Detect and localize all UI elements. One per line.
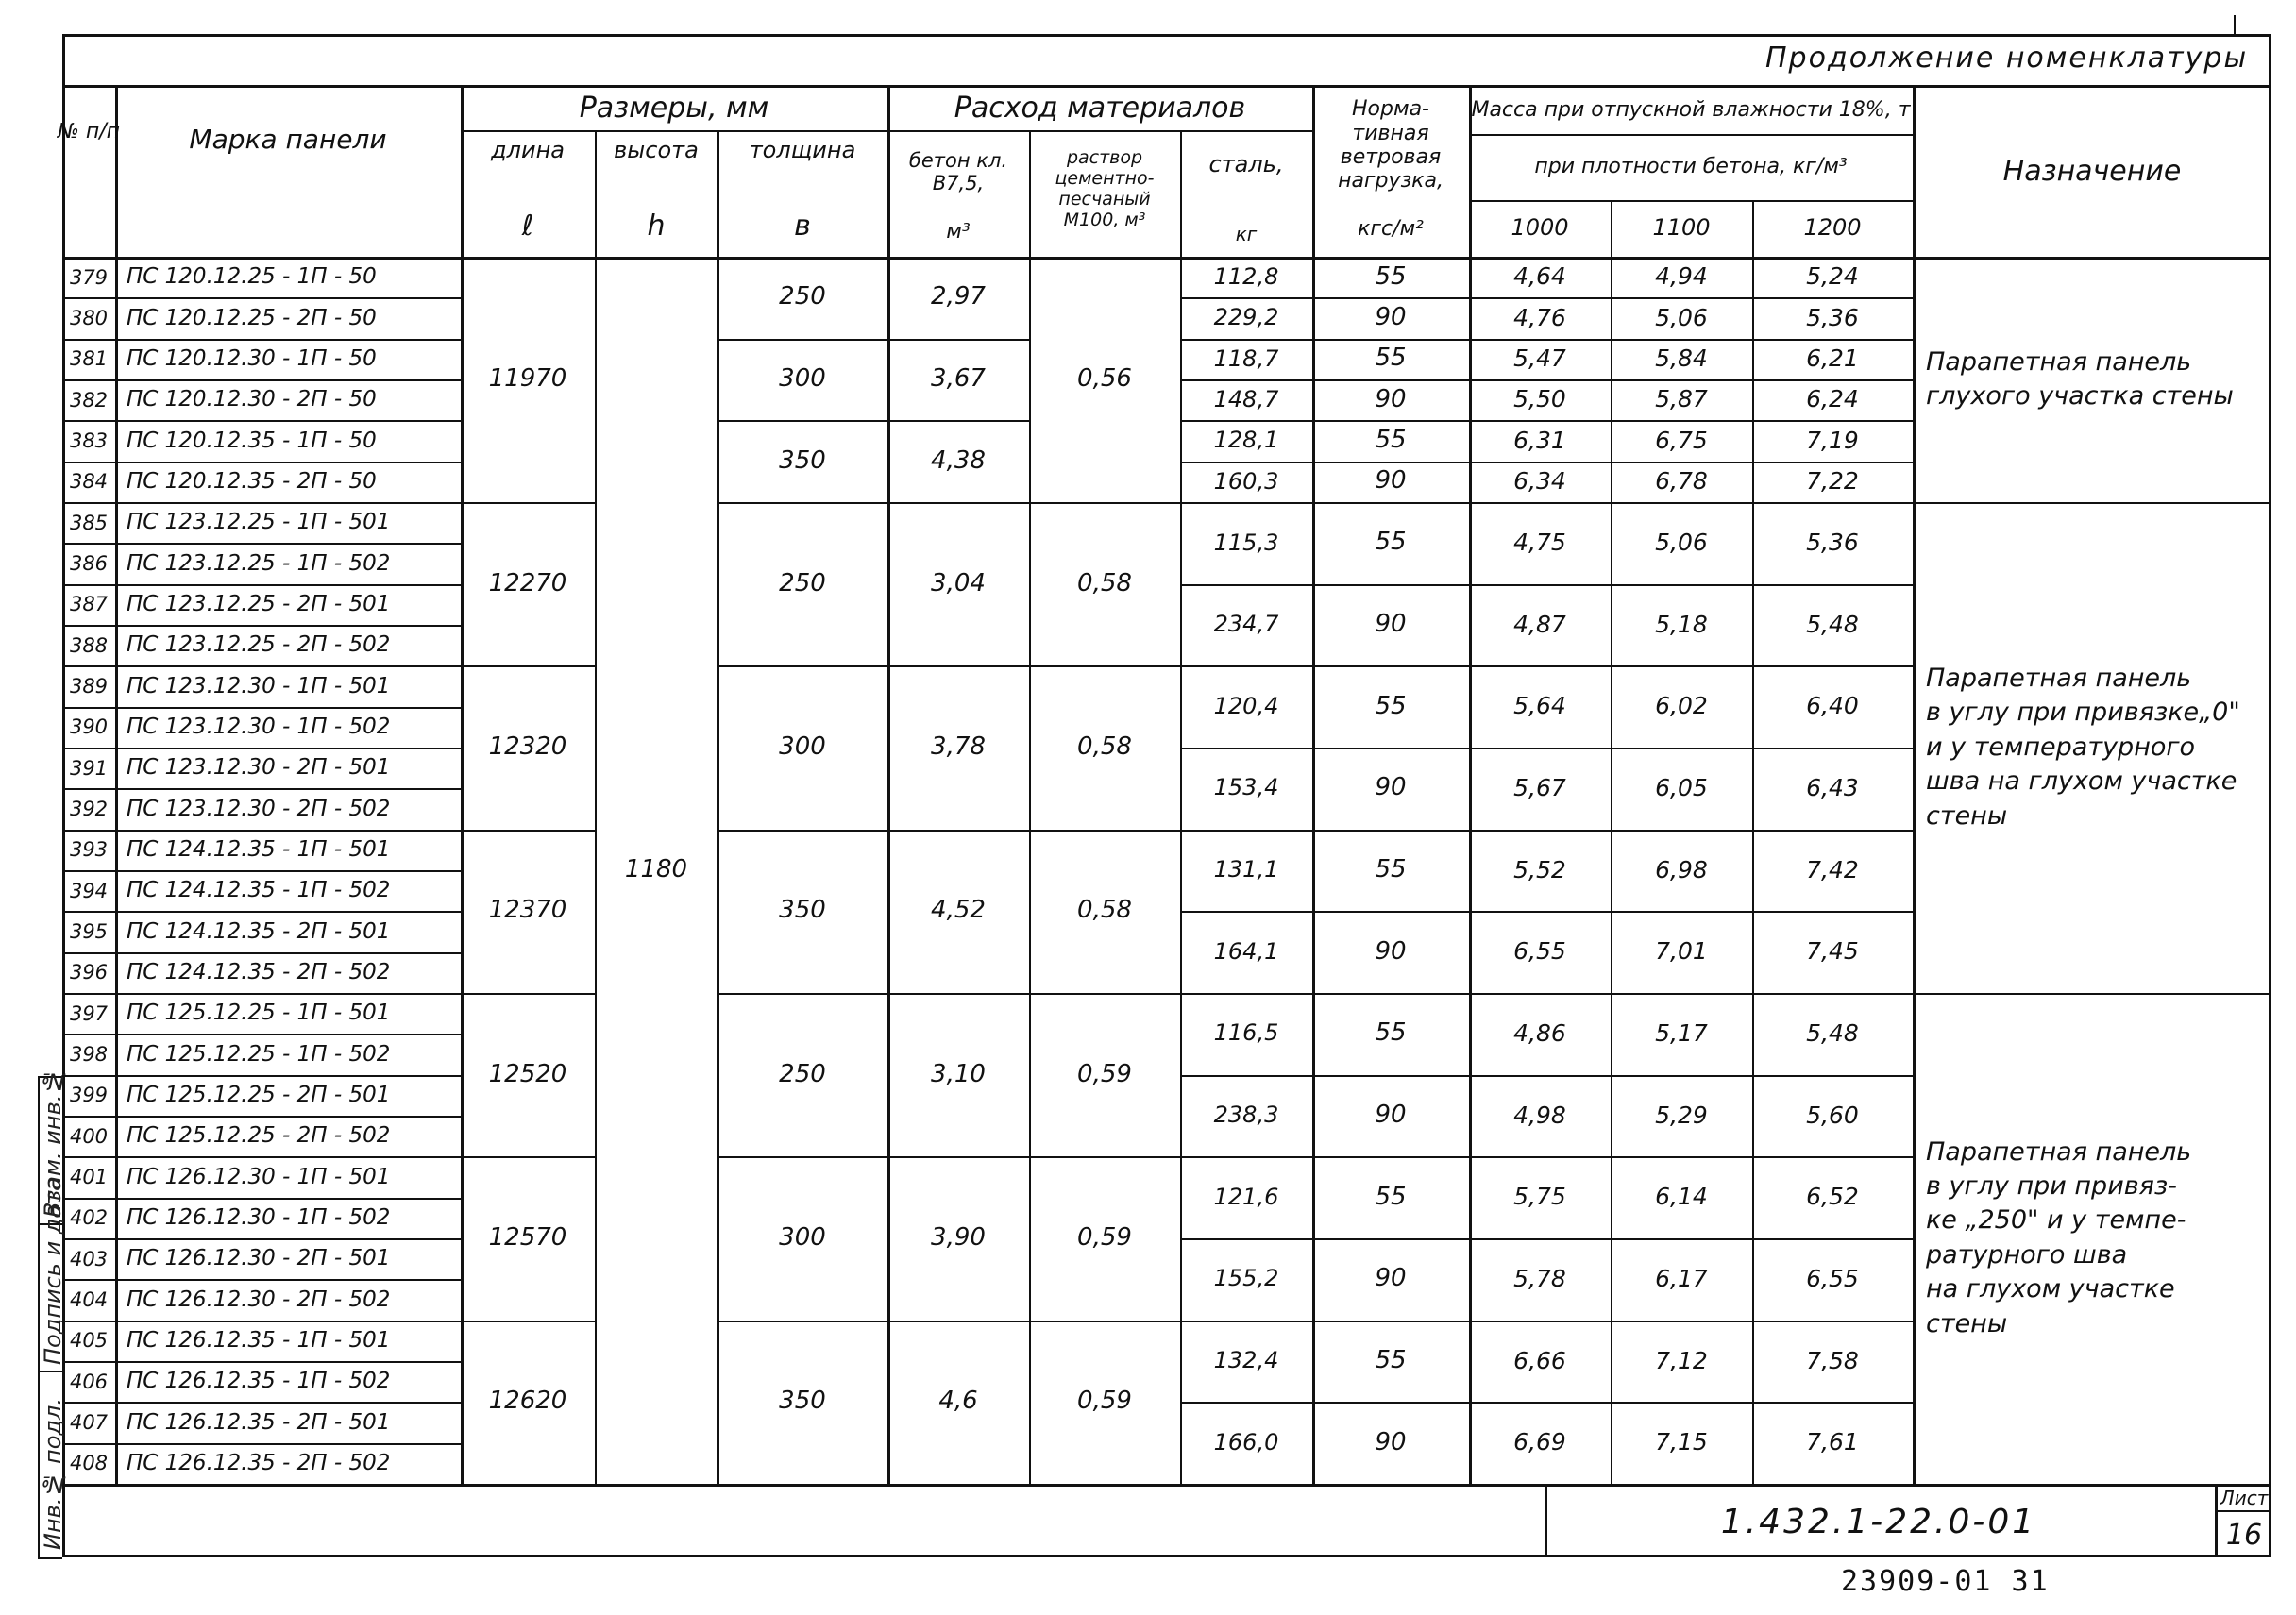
mass-1000: 5,75: [1513, 1183, 1566, 1211]
row-number: 395: [69, 919, 109, 943]
concrete-volume: 3,10: [931, 1059, 986, 1088]
row-number: 401: [69, 1165, 109, 1188]
wind-load: 55: [1375, 1018, 1407, 1048]
header-concrete-unit: м³: [946, 220, 971, 244]
row-number: 396: [69, 961, 109, 984]
panel-thickness: 350: [779, 896, 826, 925]
panel-mark: ПС 120.12.25 - 2П - 50: [127, 305, 377, 330]
panel-purpose-line: шва на глухом участке: [1926, 766, 2237, 797]
mass-1100: 7,12: [1655, 1346, 1708, 1374]
mass-1000: 6,31: [1513, 426, 1566, 454]
panel-mark: ПС 126.12.30 - 2П - 501: [127, 1246, 391, 1271]
mass-1000: 6,55: [1513, 937, 1566, 966]
panel-mark: ПС 125.12.25 - 2П - 501: [127, 1083, 391, 1108]
panel-mark: ПС 124.12.35 - 2П - 501: [127, 918, 391, 944]
mass-1200: 6,21: [1806, 344, 1859, 372]
steel-mass: 120,4: [1213, 692, 1279, 719]
continuation-title: Продолжение номенклатуры: [1765, 42, 2249, 75]
panel-mark: ПС 123.12.30 - 1П - 501: [127, 673, 391, 698]
wind-load: 55: [1375, 1182, 1407, 1211]
mass-1200: 7,61: [1806, 1428, 1859, 1456]
mass-1100: 5,18: [1655, 610, 1708, 638]
row-number: 398: [69, 1042, 109, 1066]
stamp-replaced-inv: Взам. инв.№: [40, 1068, 66, 1218]
mass-1100: 6,14: [1655, 1183, 1708, 1211]
panel-purpose-line: в углу при привяз-: [1926, 1171, 2177, 1202]
mass-1200: 6,24: [1806, 385, 1859, 413]
panel-purpose: [1913, 993, 2271, 1484]
header-mortar: раствор цементно-песчаный М100, м³: [1055, 147, 1155, 230]
panel-mark: ПС 124.12.35 - 1П - 501: [127, 837, 391, 863]
panel-thickness: 250: [779, 568, 826, 597]
mass-1100: 6,17: [1655, 1264, 1708, 1292]
panel-mark: ПС 120.12.25 - 1П - 50: [127, 264, 377, 290]
panel-mark: ПС 123.12.30 - 2П - 502: [127, 796, 391, 821]
header-num: № п/п: [57, 120, 121, 144]
mortar-volume: 0,59: [1077, 1387, 1132, 1416]
mass-1000: 5,67: [1513, 773, 1566, 801]
panel-thickness: 250: [779, 1059, 826, 1088]
panel-purpose-line: Парапетная панель: [1926, 663, 2192, 693]
wind-load: 55: [1375, 426, 1407, 455]
mass-1200: 5,48: [1806, 1018, 1859, 1047]
row-number: 391: [69, 756, 109, 780]
wind-load: 90: [1375, 1264, 1407, 1293]
panel-thickness: 300: [779, 364, 826, 394]
panel-mark: ПС 125.12.25 - 1П - 501: [127, 1001, 391, 1026]
row-number: 399: [69, 1084, 109, 1107]
steel-mass: 155,2: [1213, 1265, 1279, 1292]
wind-load: 55: [1375, 261, 1407, 291]
steel-mass: 132,4: [1213, 1347, 1279, 1374]
mass-1200: 6,43: [1806, 773, 1859, 801]
concrete-volume: 3,78: [931, 732, 986, 761]
panel-mark: ПС 120.12.30 - 2П - 50: [127, 387, 377, 412]
header-thickness: толщина: [749, 137, 856, 164]
panel-thickness: 300: [779, 732, 826, 761]
mass-1000: 4,75: [1513, 528, 1566, 556]
mass-1100: 6,02: [1655, 692, 1708, 720]
wind-load: 55: [1375, 344, 1407, 373]
wind-load: 90: [1375, 610, 1407, 638]
header-density: при плотности бетона, кг/м³: [1534, 155, 1848, 179]
panel-mark: ПС 123.12.25 - 1П - 501: [127, 510, 391, 535]
concrete-volume: 4,52: [931, 896, 986, 925]
mass-1200: 7,42: [1806, 855, 1859, 883]
header-sizes: Размеры, мм: [579, 91, 769, 125]
row-number: 394: [69, 879, 109, 902]
steel-mass: 115,3: [1213, 529, 1279, 556]
header-density-1100: 1100: [1652, 214, 1711, 242]
corner-tick: [2234, 15, 2236, 34]
wind-load: 90: [1375, 466, 1407, 496]
mass-1100: 5,87: [1655, 385, 1708, 413]
panel-length: 12520: [488, 1059, 567, 1088]
wind-load: 90: [1375, 1100, 1407, 1129]
row-number: 381: [69, 347, 109, 371]
mass-1100: 7,01: [1655, 937, 1708, 966]
mass-1100: 4,94: [1655, 262, 1708, 291]
mass-1200: 5,36: [1806, 528, 1859, 556]
mortar-volume: 0,58: [1077, 732, 1132, 761]
mass-1000: 4,86: [1513, 1018, 1566, 1047]
row-number: 392: [69, 797, 109, 820]
panel-mark: ПС 126.12.35 - 1П - 502: [127, 1369, 391, 1394]
row-number: 384: [69, 470, 109, 494]
steel-mass: 128,1: [1213, 427, 1279, 454]
row-number: 405: [69, 1329, 109, 1353]
row-number: 397: [69, 1001, 109, 1025]
header-length-symbol: ℓ: [521, 209, 534, 243]
mass-1100: 6,78: [1655, 466, 1708, 495]
steel-mass: 112,8: [1213, 262, 1279, 290]
header-steel-unit: кг: [1235, 222, 1258, 245]
panel-mark: ПС 123.12.25 - 2П - 502: [127, 632, 391, 658]
panel-height: 1180: [624, 855, 688, 883]
document-code: 1.432.1-22.0-01: [1720, 1502, 2037, 1541]
panel-length: 12620: [488, 1387, 567, 1416]
steel-mass: 164,1: [1213, 937, 1279, 965]
panel-mark: ПС 120.12.35 - 2П - 50: [127, 469, 377, 495]
mass-1100: 5,29: [1655, 1101, 1708, 1129]
panel-purpose-line: ке „250" и у темпе-: [1926, 1205, 2186, 1236]
wind-load: 55: [1375, 528, 1407, 557]
row-number: 407: [69, 1410, 109, 1434]
mass-1200: 7,45: [1806, 937, 1859, 966]
panel-mark: ПС 126.12.35 - 2П - 502: [127, 1451, 391, 1475]
steel-mass: 160,3: [1213, 467, 1279, 495]
concrete-volume: 3,67: [931, 364, 986, 394]
wind-load: 55: [1375, 854, 1407, 883]
mass-1000: 5,50: [1513, 385, 1566, 413]
header-wind: Норма-тивная ветровая нагрузка,: [1338, 97, 1443, 193]
panel-purpose-line: и у температурного: [1926, 732, 2196, 762]
panel-length: 12570: [488, 1222, 567, 1252]
panel-mark: ПС 126.12.30 - 2П - 502: [127, 1287, 391, 1312]
mass-1200: 7,19: [1806, 426, 1859, 454]
mortar-volume: 0,59: [1077, 1222, 1132, 1252]
panel-purpose-line: на глухом участке: [1926, 1274, 2175, 1304]
mortar-volume: 0,56: [1077, 364, 1132, 394]
steel-mass: 234,7: [1213, 611, 1279, 638]
mass-1100: 5,06: [1655, 528, 1708, 556]
archive-number: 23909-01 31: [1841, 1565, 2050, 1598]
panel-length: 12270: [488, 568, 567, 597]
wind-load: 90: [1375, 773, 1407, 802]
header-concrete: бетон кл. В7,5,: [908, 148, 1008, 194]
panel-mark: ПС 124.12.35 - 2П - 502: [127, 960, 391, 985]
header-mass: Масса при отпускной влажности 18%, т: [1471, 98, 1911, 123]
mortar-volume: 0,59: [1077, 1059, 1132, 1088]
row-number: 400: [69, 1124, 109, 1148]
mass-1200: 6,52: [1806, 1183, 1859, 1211]
mass-1000: 6,66: [1513, 1346, 1566, 1374]
header-steel: сталь,: [1208, 151, 1284, 178]
mass-1200: 5,60: [1806, 1101, 1859, 1129]
row-number: 388: [69, 633, 109, 657]
panel-mark: ПС 126.12.30 - 1П - 501: [127, 1164, 391, 1189]
concrete-volume: 3,04: [931, 568, 986, 597]
mass-1000: 5,78: [1513, 1264, 1566, 1292]
panel-mark: ПС 123.12.25 - 1П - 502: [127, 550, 391, 576]
mass-1200: 5,36: [1806, 303, 1859, 331]
header-height: высота: [614, 137, 699, 164]
mass-1200: 6,40: [1806, 692, 1859, 720]
steel-mass: 238,3: [1213, 1102, 1279, 1129]
row-number: 389: [69, 674, 109, 698]
row-number: 383: [69, 429, 109, 452]
row-number: 393: [69, 838, 109, 862]
mass-1000: 5,47: [1513, 344, 1566, 372]
mass-1000: 4,64: [1513, 262, 1566, 291]
stamp-inv-original: Инв.№ подл.: [40, 1398, 66, 1550]
mass-1200: 6,55: [1806, 1264, 1859, 1292]
steel-mass: 118,7: [1213, 345, 1279, 372]
header-height-symbol: h: [647, 209, 666, 243]
panel-length: 12370: [488, 896, 567, 925]
row-number: 403: [69, 1247, 109, 1270]
panel-mark: ПС 120.12.30 - 1П - 50: [127, 346, 377, 372]
panel-thickness: 250: [779, 282, 826, 311]
panel-purpose-line: стены: [1926, 800, 2008, 831]
mass-1100: 5,84: [1655, 344, 1708, 372]
mass-1000: 4,76: [1513, 303, 1566, 331]
panel-mark: ПС 125.12.25 - 1П - 502: [127, 1041, 391, 1067]
wind-load: 90: [1375, 384, 1407, 413]
panel-purpose-line: Парапетная панель: [1926, 1136, 2192, 1167]
header-mark: Марка панели: [189, 123, 387, 155]
wind-load: 90: [1375, 303, 1407, 332]
row-number: 382: [69, 388, 109, 412]
steel-mass: 229,2: [1213, 304, 1279, 331]
mass-1100: 6,05: [1655, 773, 1708, 801]
row-number: 387: [69, 593, 109, 616]
panel-purpose-line: ратурного шва: [1926, 1239, 2128, 1270]
panel-mark: ПС 120.12.35 - 1П - 50: [127, 428, 377, 453]
panel-mark: ПС 126.12.35 - 2П - 501: [127, 1409, 391, 1435]
row-number: 404: [69, 1287, 109, 1311]
steel-mass: 166,0: [1213, 1428, 1279, 1455]
panel-thickness: 300: [779, 1222, 826, 1252]
panel-mark: ПС 124.12.35 - 1П - 502: [127, 878, 391, 903]
steel-mass: 153,4: [1213, 774, 1279, 801]
panel-mark: ПС 126.12.30 - 1П - 502: [127, 1205, 391, 1231]
mortar-volume: 0,58: [1077, 568, 1132, 597]
panel-length: 12320: [488, 732, 567, 761]
row-number: 406: [69, 1370, 109, 1393]
mass-1200: 7,22: [1806, 466, 1859, 495]
panel-mark: ПС 123.12.30 - 1П - 502: [127, 715, 391, 740]
row-number: 380: [69, 306, 109, 329]
wind-load: 90: [1375, 936, 1407, 966]
row-number: 379: [69, 265, 109, 289]
panel-purpose: [1913, 257, 2271, 502]
stamp-signature-date: Подпись и дата: [40, 1177, 66, 1365]
row-number: 402: [69, 1206, 109, 1230]
sheet-label: Лист: [2220, 1487, 2269, 1509]
panel-mark: ПС 123.12.30 - 2П - 501: [127, 755, 391, 781]
row-number: 390: [69, 715, 109, 739]
header-thickness-symbol: в: [794, 209, 811, 243]
steel-mass: 116,5: [1213, 1019, 1279, 1047]
steel-mass: 121,6: [1213, 1183, 1279, 1210]
mortar-volume: 0,58: [1077, 896, 1132, 925]
panel-purpose-line: глухого участка стены: [1926, 380, 2234, 411]
concrete-volume: 4,38: [931, 446, 986, 475]
mass-1200: 7,58: [1806, 1346, 1859, 1374]
panel-thickness: 350: [779, 446, 826, 475]
row-number: 386: [69, 551, 109, 575]
wind-load: 55: [1375, 1345, 1407, 1374]
mass-1100: 5,17: [1655, 1018, 1708, 1047]
panel-thickness: 350: [779, 1387, 826, 1416]
concrete-volume: 4,6: [938, 1387, 978, 1416]
mass-1000: 4,98: [1513, 1101, 1566, 1129]
header-density-1200: 1200: [1803, 214, 1862, 242]
mass-1000: 4,87: [1513, 610, 1566, 638]
mass-1000: 6,34: [1513, 466, 1566, 495]
concrete-volume: 3,90: [931, 1222, 986, 1252]
mass-1100: 6,75: [1655, 426, 1708, 454]
panel-mark: ПС 125.12.25 - 2П - 502: [127, 1123, 391, 1149]
wind-load: 90: [1375, 1427, 1407, 1456]
mass-1000: 5,64: [1513, 692, 1566, 720]
concrete-volume: 2,97: [931, 282, 986, 311]
panel-purpose: [1913, 502, 2271, 993]
header-materials: Расход материалов: [954, 91, 1246, 125]
header-length: длина: [491, 137, 565, 164]
mass-1100: 7,15: [1655, 1428, 1708, 1456]
mass-1000: 5,52: [1513, 855, 1566, 883]
mass-1100: 6,98: [1655, 855, 1708, 883]
steel-mass: 131,1: [1213, 856, 1279, 883]
header-wind-unit: кгс/м²: [1358, 217, 1424, 242]
steel-mass: 148,7: [1213, 385, 1279, 412]
wind-load: 55: [1375, 691, 1407, 720]
sheet-number: 16: [2225, 1518, 2263, 1552]
header-purpose: Назначение: [2002, 154, 2182, 188]
mass-1200: 5,24: [1806, 262, 1859, 291]
panel-purpose-line: стены: [1926, 1308, 2008, 1338]
panel-purpose-line: Парапетная панель: [1926, 346, 2192, 377]
mass-1200: 5,48: [1806, 610, 1859, 638]
row-number: 385: [69, 511, 109, 534]
header-density-1000: 1000: [1511, 214, 1569, 242]
row-number: 408: [69, 1452, 109, 1475]
mass-1100: 5,06: [1655, 303, 1708, 331]
panel-mark: ПС 126.12.35 - 1П - 501: [127, 1328, 391, 1354]
panel-length: 11970: [488, 364, 567, 394]
mass-1000: 6,69: [1513, 1428, 1566, 1456]
panel-purpose-line: в углу при привязке„0": [1926, 698, 2240, 728]
panel-mark: ПС 123.12.25 - 2П - 501: [127, 592, 391, 617]
